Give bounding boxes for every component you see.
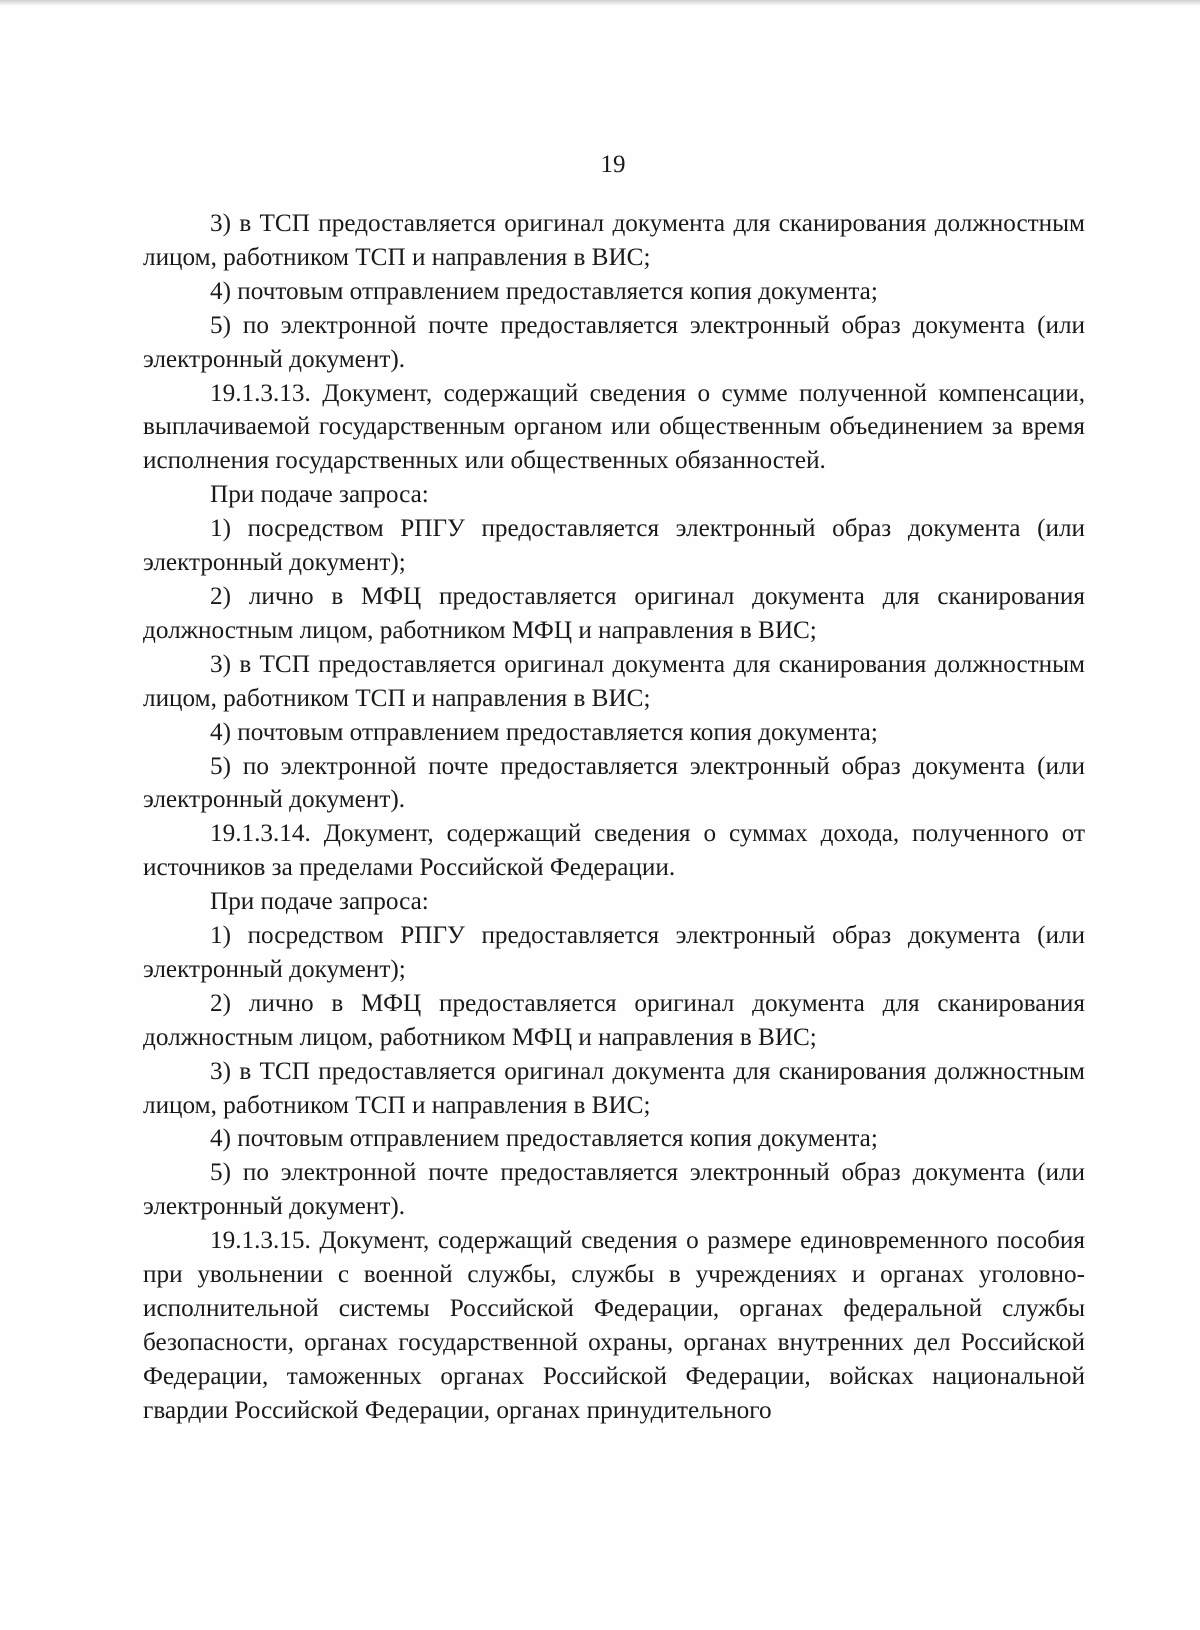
page-number: 19 bbox=[600, 151, 626, 178]
paragraph-item-5-email: 5) по электронной почте предоставляется электронный образ документа (или электронный документ). bbox=[143, 1159, 1085, 1221]
paragraph-item-5-email: 5) по электронной почте предоставляется электронный образ документа (или электронный документ). bbox=[143, 311, 1085, 373]
paragraph-item-2-mfc: 2) лично в МФЦ предоставляется оригинал документа для сканирования должностным лицом, работником МФЦ и направления в ВИС; bbox=[143, 989, 1085, 1051]
paragraph-item-4-mail: 4) почтовым отправлением предоставляется копия документа; bbox=[210, 718, 878, 746]
paragraph-section-19-1-3-15: 19.1.3.15. Документ, содержащий сведения о размере единовременного пособия при увольнении с военной службы, службы в учреждениях и органах уголовно-исполнительной системы Российской Федерации, органах федеральной службы безопасности, органах государственной охраны, органах внутренних дел Российской Федерации, таможенных органах Российской Федерации, войсках национальной гвардии Российской Федерации, органах принудительного bbox=[143, 1227, 1085, 1424]
paragraph-item-3-tsp: 3) в ТСП предоставляется оригинал документа для сканирования должностным лицом, работником ТСП и направления в ВИС; bbox=[143, 1057, 1085, 1119]
paragraph-item-4-mail: 4) почтовым отправлением предоставляется копия документа; bbox=[210, 1125, 878, 1153]
paragraph-section-19-1-3-14: 19.1.3.14. Документ, содержащий сведения о суммах дохода, полученного от источников за пределами Российской Федерации. bbox=[143, 820, 1085, 882]
paragraph-item-2-mfc: 2) лично в МФЦ предоставляется оригинал документа для сканирования должностным лицом, работником МФЦ и направления в ВИС; bbox=[143, 582, 1085, 644]
paragraph-item-1-rpgu: 1) посредством РПГУ предоставляется электронный образ документа (или электронный документ); bbox=[143, 922, 1085, 983]
paragraph-section-19-1-3-13: 19.1.3.13. Документ, содержащий сведения о сумме полученной компенсации, выплачиваемой государственным органом или общественным объединением за время исполнения государственных или общественных обязанностей. bbox=[143, 379, 1085, 475]
paragraph-item-5-email: 5) по электронной почте предоставляется электронный образ документа (или электронный документ). bbox=[143, 752, 1085, 814]
paragraph-request-intro: При подаче запроса: bbox=[210, 888, 429, 916]
paragraph-item-3-tsp: 3) в ТСП предоставляется оригинал документа для сканирования должностным лицом, работником ТСП и направления в ВИС; bbox=[143, 210, 1085, 271]
paragraph-item-3-tsp: 3) в ТСП предоставляется оригинал документа для сканирования должностным лицом, работником ТСП и направления в ВИС; bbox=[143, 650, 1085, 712]
document-body bbox=[143, 207, 1085, 1428]
paragraph-item-4-mail: 4) почтовым отправлением предоставляется копия документа; bbox=[210, 277, 878, 305]
paragraph-request-intro: При подаче запроса: bbox=[210, 481, 429, 509]
paragraph-item-1-rpgu: 1) посредством РПГУ предоставляется электронный образ документа (или электронный документ); bbox=[143, 515, 1085, 577]
scan-top-edge bbox=[0, 0, 1200, 6]
